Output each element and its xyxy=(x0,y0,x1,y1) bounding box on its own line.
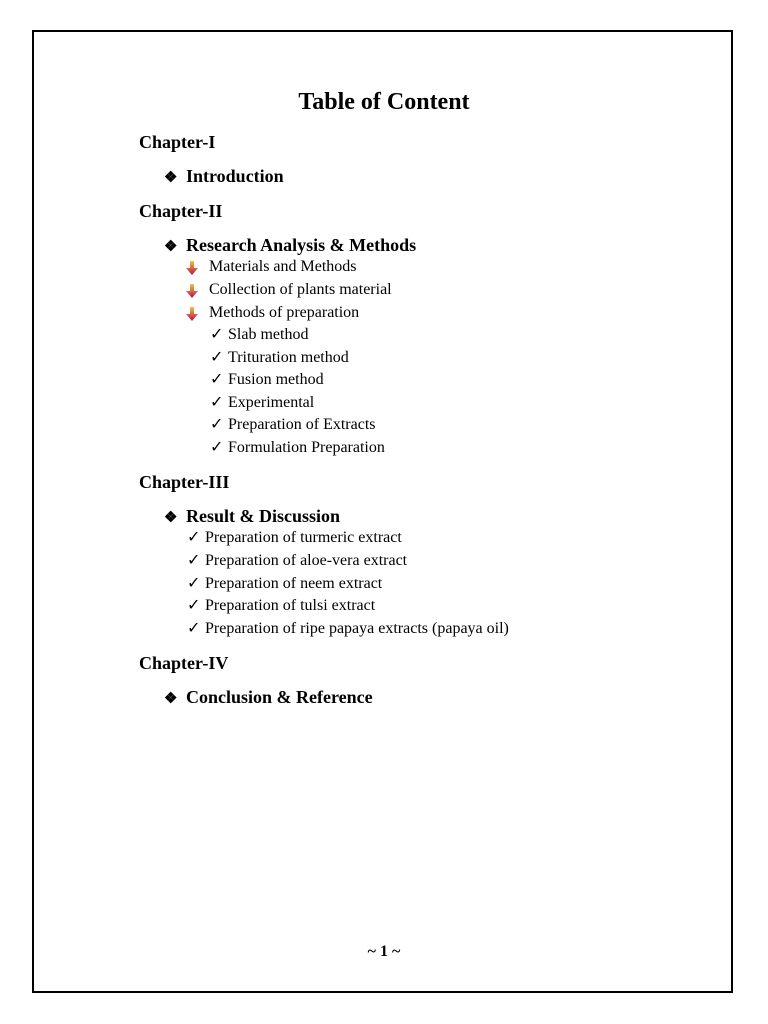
diamond-bullet-icon: ❖ xyxy=(164,239,178,255)
list-item-label: Preparation of turmeric extract xyxy=(205,529,402,546)
list-item xyxy=(210,417,376,433)
page-number: ~ 1 ~ xyxy=(367,943,401,960)
chapter-heading: Chapter-I xyxy=(139,132,216,152)
list-item xyxy=(210,372,324,388)
list-item xyxy=(187,621,509,637)
section-label: Result & Discussion xyxy=(186,506,341,526)
checkmark-icon: ✓ xyxy=(187,529,201,546)
list-item xyxy=(210,395,314,411)
list-item-label: Fusion method xyxy=(228,371,324,388)
diamond-bullet-icon: ❖ xyxy=(164,691,178,707)
checkmark-icon: ✓ xyxy=(187,552,201,569)
list-item xyxy=(186,259,446,277)
section-heading xyxy=(164,507,340,526)
list-item-label: Slab method xyxy=(228,326,309,343)
list-item-label: Materials and Methods xyxy=(209,258,357,275)
list-item xyxy=(187,576,382,592)
chapter-heading: Chapter-IV xyxy=(139,653,229,673)
section-label: Research Analysis & Methods xyxy=(186,235,417,255)
list-item-label: Preparation of aloe-vera extract xyxy=(205,552,408,569)
checkmark-icon: ✓ xyxy=(210,394,224,411)
list-item-label: Collection of plants material xyxy=(209,281,392,298)
list-item xyxy=(210,327,308,343)
list-item-label: Experimental xyxy=(228,394,315,411)
list-item xyxy=(187,598,375,614)
checkmark-icon: ✓ xyxy=(210,326,224,343)
list-item-label: Methods of preparation xyxy=(209,304,360,321)
list-item xyxy=(186,305,446,323)
section-heading xyxy=(164,688,373,707)
section-label: Conclusion & Reference xyxy=(186,687,373,707)
list-item-label: Preparation of tulsi extract xyxy=(205,597,376,614)
list-item-label: Trituration method xyxy=(228,349,349,366)
arrow-down-icon xyxy=(186,307,198,321)
list-item-label: Preparation of ripe papaya extracts (papaya oil) xyxy=(205,620,509,637)
list-item xyxy=(187,553,407,569)
arrow-down-icon xyxy=(186,261,198,275)
checkmark-icon: ✓ xyxy=(187,575,201,592)
checkmark-icon: ✓ xyxy=(210,439,224,456)
list-item xyxy=(210,440,385,456)
section-label: Introduction xyxy=(186,166,284,186)
diamond-bullet-icon: ❖ xyxy=(164,170,178,186)
checkmark-icon: ✓ xyxy=(210,349,224,366)
checkmark-icon: ✓ xyxy=(210,416,224,433)
page-title: Table of Content xyxy=(298,89,470,115)
chapter-heading: Chapter-III xyxy=(139,472,230,492)
checkmark-icon: ✓ xyxy=(187,597,201,614)
list-item xyxy=(187,530,402,546)
list-item xyxy=(186,282,446,300)
section-heading xyxy=(164,167,284,186)
page-border xyxy=(32,30,733,993)
diamond-bullet-icon: ❖ xyxy=(164,510,178,526)
list-item-label: Formulation Preparation xyxy=(228,439,385,456)
list-item xyxy=(210,350,349,366)
arrow-down-icon xyxy=(186,284,198,298)
chapter-heading: Chapter-II xyxy=(139,201,223,221)
list-item-label: Preparation of Extracts xyxy=(228,416,376,433)
list-item-label: Preparation of neem extract xyxy=(205,575,383,592)
checkmark-icon: ✓ xyxy=(187,620,201,637)
section-heading xyxy=(164,236,416,255)
checkmark-icon: ✓ xyxy=(210,371,224,388)
